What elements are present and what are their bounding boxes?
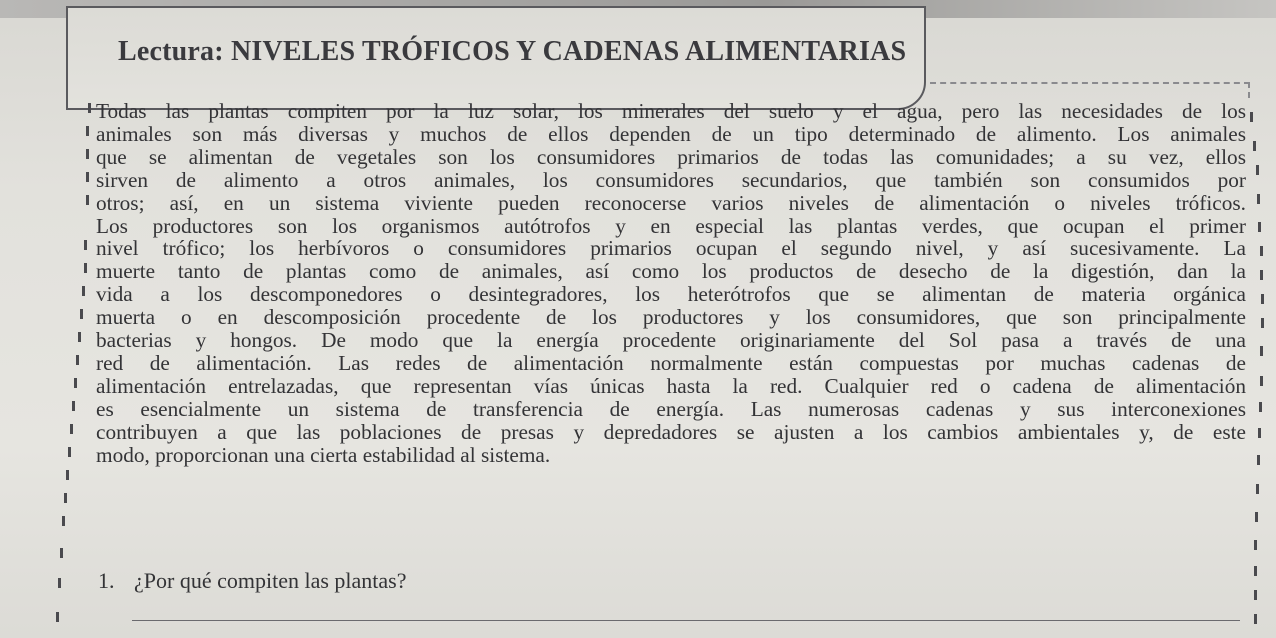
decorative-dashed-line [930,82,1250,84]
paragraph-line: modo, proporcionan una cierta estabilidad al sistema. [96,442,551,467]
question-text: ¿Por qué compiten las plantas? [134,568,407,593]
paragraph-line: contribuyen a que las poblaciones de presas y depredadores se ajusten a los cambios ambientales y, de este [96,419,1246,444]
reading-title: Lectura: NIVELES TRÓFICOS Y CADENAS ALIMENTARIAS [118,36,907,67]
question-item [98,568,406,594]
decorative-dashed-corner [1248,82,1250,98]
paragraph-line: vida a los descomponedores o desintegradores, los heterótrofos que se alimentan de materia orgánica [96,282,1246,307]
paragraph-line: que se alimentan de vegetales son los consumidores primarios de todas las comunidades; a su vez, ellos [96,144,1246,169]
paragraph-line: sirven de alimento a otros animales, los consumidores secundarios, que también son consumidos por [96,167,1246,192]
reading-paragraph [96,100,1246,467]
paragraph-line: otros; así, en un sistema viviente pueden reconocerse varios niveles de alimentación o niveles tróficos. [96,190,1246,215]
paragraph-line: alimentación entrelazadas, que representan vías únicas hasta la red. Cualquier red o cadena de alimentación [96,373,1246,398]
question-number: 1. [98,568,115,593]
paragraph-line: es esencialmente un sistema de transferencia de energía. Las numerosas cadenas y sus interconexiones [96,396,1246,421]
answer-line[interactable] [132,620,1240,621]
paragraph-line: muerta o en descomposición procedente de los productores y los consumidores, que son principalmente [96,305,1246,330]
paragraph-line: red de alimentación. Las redes de alimentación normalmente están compuestas por muchas cadenas de [96,350,1246,375]
paragraph-line: muerte tanto de plantas como de animales, así como los productos de desecho de la digestión, dan la [96,259,1246,284]
paragraph-line: Los productores son los organismos autótrofos y en especial las plantas verdes, que ocupan el primer [96,213,1246,238]
paragraph-line: Todas las plantas compiten por la luz solar, los minerales del suelo y el agua, pero las necesidades de los [96,99,1246,123]
paragraph-line: animales son más diversas y muchos de ellos dependen de un tipo determinado de alimento. Los animales [96,121,1246,146]
paragraph-line: bacterias y hongos. De modo que la energía procedente originariamente del Sol pasa a través de una [96,328,1246,353]
paragraph-line: nivel trófico; los herbívoros o consumidores primarios ocupan el segundo nivel, y así sucesivamente. La [96,236,1246,261]
